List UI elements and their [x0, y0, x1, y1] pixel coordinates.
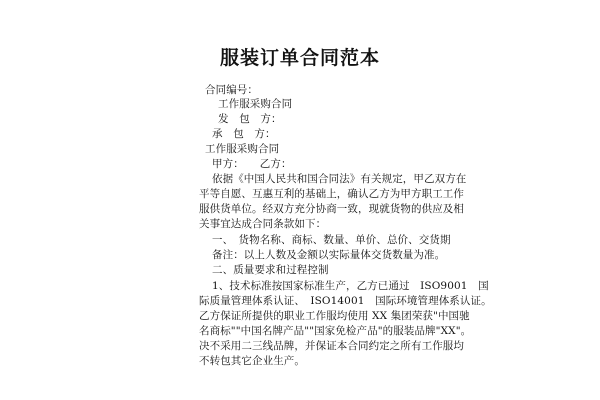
issuing-party-label: 发 包 方：: [218, 113, 282, 125]
paragraph-line: 乙方保证所提供的职业工作服均使用 XX 集团荣获"中国驰: [199, 310, 470, 322]
document-title: 服装订单合同范本: [219, 47, 380, 69]
contract-number-label: 合同编号：: [205, 84, 258, 96]
remark-line: 备注：以上人数及金额以实际量体交货数量为准。: [212, 249, 446, 261]
section-heading-1: 一、 货物名称、商标、数量、单价、总价、交货期: [212, 234, 451, 246]
contracting-party-label: 承 包 方：: [212, 128, 276, 140]
paragraph-line: 服供货单位。经双方充分协商一致，现就货物的供应及相: [199, 203, 464, 215]
paragraph-line: 关事宜达成合同条款如下：: [199, 218, 327, 230]
contract-name-line: 工作服采购合同: [218, 98, 293, 110]
contract-name-line-2: 工作服采购合同: [205, 143, 280, 155]
paragraph-line: 依据《中国人民共和国合同法》有关规定，甲乙双方在: [212, 173, 467, 185]
paragraph-line: 不转包其它企业生产。: [199, 355, 305, 367]
paragraph-line: 决不采用二三线品牌，并保证本合同约定之所有工作服均: [199, 340, 464, 352]
party-a-b-line: 甲方： 乙方：: [212, 158, 292, 170]
paragraph-line: 1、技术标准按国家标准生产，乙方已通过 ISO9001 国: [212, 280, 489, 292]
paragraph-line: 际质量管理体系认证、 ISO14001 国际环境管理体系认证。: [199, 295, 492, 307]
paragraph-line: 平等自愿、互惠互利的基础上，确认乙方为甲方职工工作: [199, 188, 464, 200]
section-heading-2: 二、质量要求和过程控制: [212, 264, 329, 276]
paragraph-line: 名商标""中国名牌产品""国家免检产品"的服装品牌"XX"。: [199, 325, 472, 337]
